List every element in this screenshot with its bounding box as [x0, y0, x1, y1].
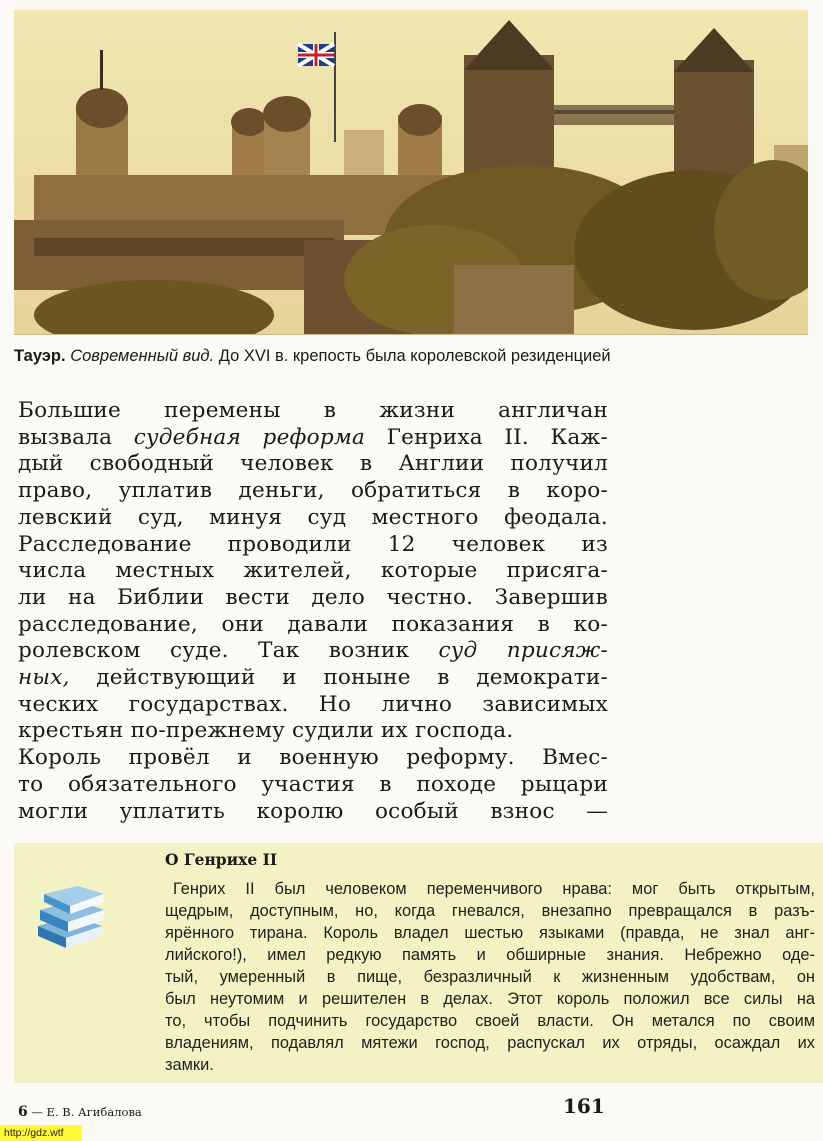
tower-photo: [14, 10, 808, 335]
box-line: то, чтобы подчинить государство своей власти. Он метался по своим: [165, 1012, 815, 1030]
text-line: Король провёл и военную реформу. Вмес-: [18, 745, 608, 771]
text-line: крестьян по-прежнему судили их господа.: [18, 718, 514, 744]
caption-text: До XVI в. крепость была королевской резиденцией: [218, 347, 611, 365]
info-box-text: [165, 878, 815, 1076]
box-line: владениям, подавлял мятежи господ, распускал их отряды, осаждал их: [165, 1034, 815, 1052]
text-line: Большие перемены в жизни англичан: [18, 398, 608, 423]
text-fragment: вызвала: [18, 424, 113, 450]
box-line: Генрих II был человеком переменчивого нрава: мог быть открытым,: [173, 880, 815, 898]
text-line: расследование, они давали показания в ко-: [18, 611, 608, 637]
text-line: числа местных жителей, которые присяга-: [18, 558, 608, 584]
term-jury-court-end: ных,: [18, 665, 70, 691]
term-judicial-reform: судебная реформа: [133, 424, 366, 450]
text-line: [18, 665, 608, 692]
term-jury-court: суд присяж-: [438, 638, 608, 664]
text-line: право, уплатив деньги, обратиться в коро-: [18, 478, 608, 504]
box-line: ярённого тирана. Король владел шестью языками (правда, не знал анг-: [165, 924, 815, 942]
info-box-title: О Генрихе II: [165, 850, 278, 869]
text-line: могли уплатить королю особый взнос —: [18, 798, 608, 824]
text-line: левский суд, минуя суд местного феодала.: [18, 504, 608, 530]
printer-signature: [18, 1104, 142, 1120]
text-line: то обязательного участия в походе рыцари: [18, 771, 608, 797]
text-fragment: ролевском суде. Так возник: [18, 638, 410, 664]
text-fragment: действующий и поныне в демократи-: [96, 665, 608, 691]
books-icon: [34, 882, 106, 954]
box-line: тый, умеренный в пище, безразличный к жизненным удобствам, он: [165, 968, 815, 986]
photo-caption: [14, 347, 814, 366]
text-fragment: Генриха II. Каж-: [386, 424, 608, 450]
box-line: был неутомим и решителен в делах. Этот король положил все силы на: [165, 990, 815, 1008]
signature-author: — Е. В. Агибалова: [31, 1105, 142, 1119]
watermark-link[interactable]: http://gdz.wtf: [0, 1125, 82, 1141]
main-paragraph: [18, 398, 608, 825]
box-line: лийского!), имел редкую память и обширные знания. Небрежно оде-: [165, 946, 815, 964]
box-line: щедрым, доступным, но, когда гневался, внезапно превращался в разъ-: [165, 902, 815, 920]
page-number: 161: [563, 1094, 605, 1118]
text-line: [18, 638, 608, 665]
text-line: ли на Библии вести дело честно. Завершив: [18, 584, 608, 610]
box-line: замки.: [165, 1056, 214, 1074]
text-line: дый свободный человек в Англии получил: [18, 451, 608, 477]
tower-of-london-illustration: [14, 10, 808, 334]
caption-subtitle: Современный вид.: [70, 347, 215, 365]
signature-number: 6: [18, 1104, 28, 1120]
text-line: [18, 425, 608, 452]
caption-title: Тауэр.: [14, 347, 66, 365]
text-line: ческих государствах. Но лично зависимых: [18, 691, 608, 717]
text-line: Расследование проводили 12 человек из: [18, 531, 608, 557]
